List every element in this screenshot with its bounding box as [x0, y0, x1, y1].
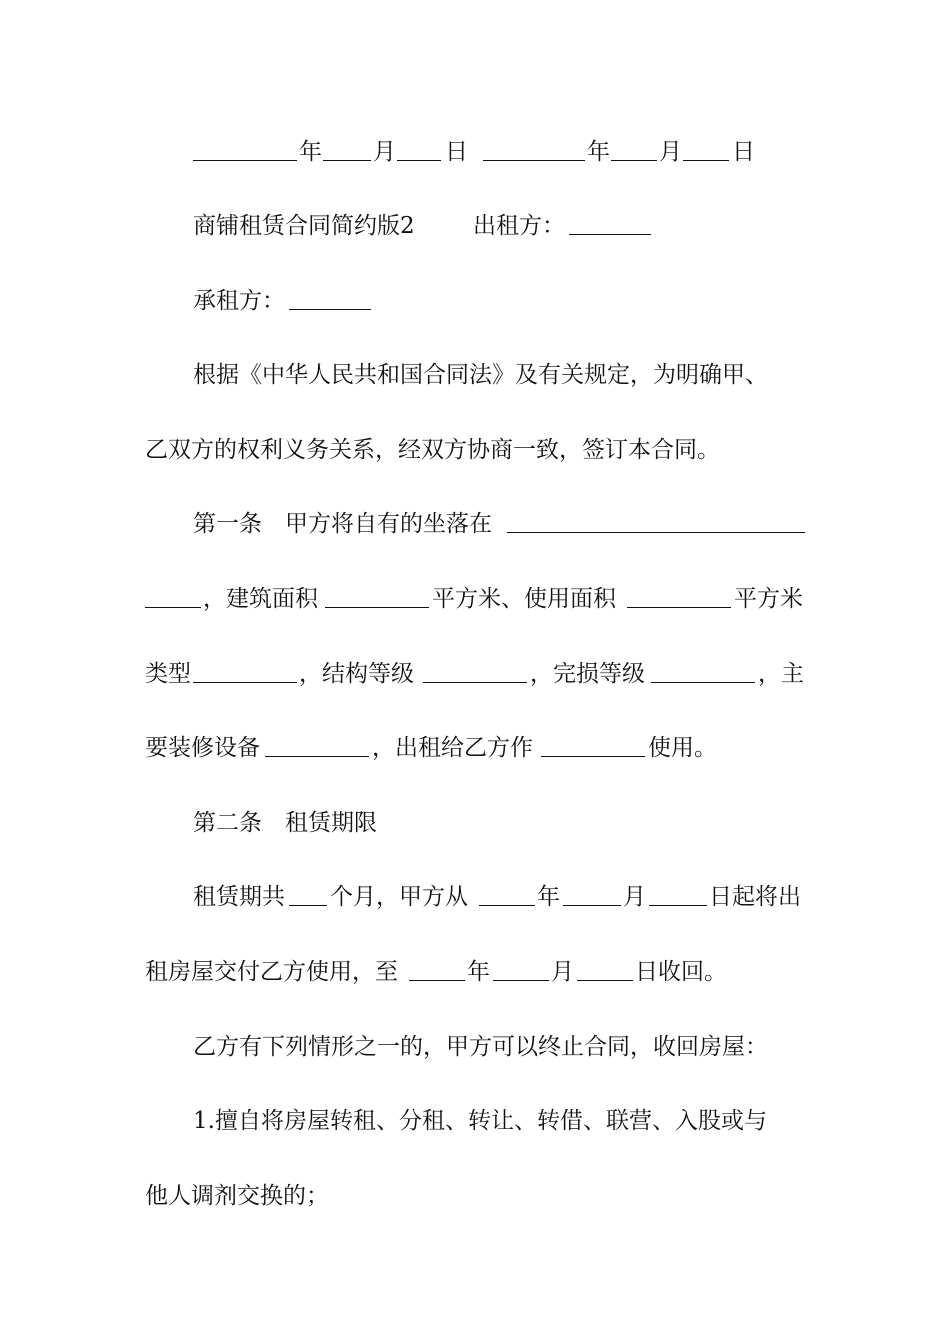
- day-label-2: 日: [732, 139, 755, 165]
- usable-area-blank[interactable]: [627, 607, 731, 608]
- start-month-label: 月: [623, 884, 646, 910]
- day-blank[interactable]: [397, 160, 441, 161]
- type-label: 类型: [145, 661, 191, 687]
- structure-grade-blank[interactable]: [423, 682, 527, 683]
- document-title: 商铺租赁合同简约版2: [193, 213, 415, 239]
- lessee-line: [0, 284, 950, 318]
- start-year-label: 年: [537, 884, 560, 910]
- day-blank-2[interactable]: [683, 160, 729, 161]
- article1-text-1: 第一条 甲方将自有的坐落在: [193, 511, 492, 537]
- decoration-blank[interactable]: [265, 756, 369, 757]
- building-area-blank[interactable]: [325, 607, 429, 608]
- end-day-blank[interactable]: [577, 980, 633, 981]
- month-blank-2[interactable]: [611, 160, 657, 161]
- end-year-blank[interactable]: [409, 980, 465, 981]
- termination-item1-text-1: 1.擅自将房屋转租、分租、转让、转借、联营、入股或与: [193, 1108, 767, 1134]
- use-suffix: 使用。: [648, 735, 717, 761]
- building-area-label: ，建筑面积: [203, 586, 318, 612]
- intro-text-2: 乙双方的权利义务关系，经双方协商一致，签订本合同。: [145, 437, 720, 463]
- termination-item1-line-2: [0, 1179, 950, 1213]
- day-label: 日: [445, 139, 468, 165]
- article1-line-3: [0, 657, 950, 691]
- year-blank-2[interactable]: [483, 160, 585, 161]
- location-blank-cont[interactable]: [145, 607, 201, 608]
- intro-line-1: [0, 358, 950, 392]
- article1-line-4: [0, 731, 950, 765]
- end-day-label: 日收回。: [635, 959, 727, 985]
- return-label: 租房屋交付乙方使用，至: [145, 959, 398, 985]
- date-line: [0, 135, 950, 169]
- year-label-2: 年: [587, 139, 610, 165]
- lessee-blank[interactable]: [289, 309, 371, 310]
- term-label: 租赁期共: [193, 884, 285, 910]
- lease-use-label: ，出租给乙方作: [372, 735, 533, 761]
- sqm-label: 平方米: [734, 586, 803, 612]
- usable-area-label: 平方米、使用面积: [432, 586, 616, 612]
- end-month-blank[interactable]: [493, 980, 549, 981]
- termination-intro: 乙方有下列情形之一的，甲方可以终止合同，收回房屋：: [193, 1034, 768, 1060]
- article1-line-1: [0, 507, 950, 541]
- start-year-blank[interactable]: [479, 905, 535, 906]
- months-blank[interactable]: [289, 905, 327, 906]
- lessor-blank[interactable]: [569, 234, 651, 235]
- condition-grade-label: ，完损等级: [530, 661, 645, 687]
- article2-heading-line: [0, 806, 950, 840]
- termination-intro-line: [0, 1030, 950, 1064]
- type-blank[interactable]: [193, 682, 297, 683]
- month-label-2: 月: [659, 139, 682, 165]
- year-label: 年: [299, 139, 322, 165]
- end-month-label: 月: [551, 959, 574, 985]
- month-label: 月: [373, 139, 396, 165]
- article2-line-1: [0, 880, 950, 914]
- intro-text-1: 根据《中华人民共和国合同法》及有关规定，为明确甲、: [193, 362, 768, 388]
- start-day-blank[interactable]: [649, 905, 707, 906]
- end-year-label: 年: [467, 959, 490, 985]
- structure-grade-label: ，结构等级: [299, 661, 414, 687]
- month-blank[interactable]: [323, 160, 371, 161]
- lessee-label: 承租方：: [193, 288, 285, 314]
- main-label: ，主: [758, 661, 804, 687]
- start-label: 个月，甲方从: [330, 884, 468, 910]
- article2-line-2: [0, 955, 950, 989]
- lessor-label: 出租方：: [473, 213, 565, 239]
- location-blank[interactable]: [507, 532, 805, 533]
- article1-line-2: [0, 582, 950, 616]
- use-blank[interactable]: [541, 756, 645, 757]
- year-blank[interactable]: [193, 160, 297, 161]
- start-month-blank[interactable]: [563, 905, 621, 906]
- termination-item1-line-1: [0, 1104, 950, 1138]
- decoration-label: 要装修设备: [145, 735, 260, 761]
- start-day-label: 日起将出: [709, 884, 801, 910]
- article2-heading: 第二条 租赁期限: [193, 810, 377, 836]
- termination-item1-text-2: 他人调剂交换的；: [145, 1183, 329, 1209]
- condition-grade-blank[interactable]: [651, 682, 755, 683]
- title-line: [0, 209, 950, 243]
- intro-line-2: [0, 433, 950, 467]
